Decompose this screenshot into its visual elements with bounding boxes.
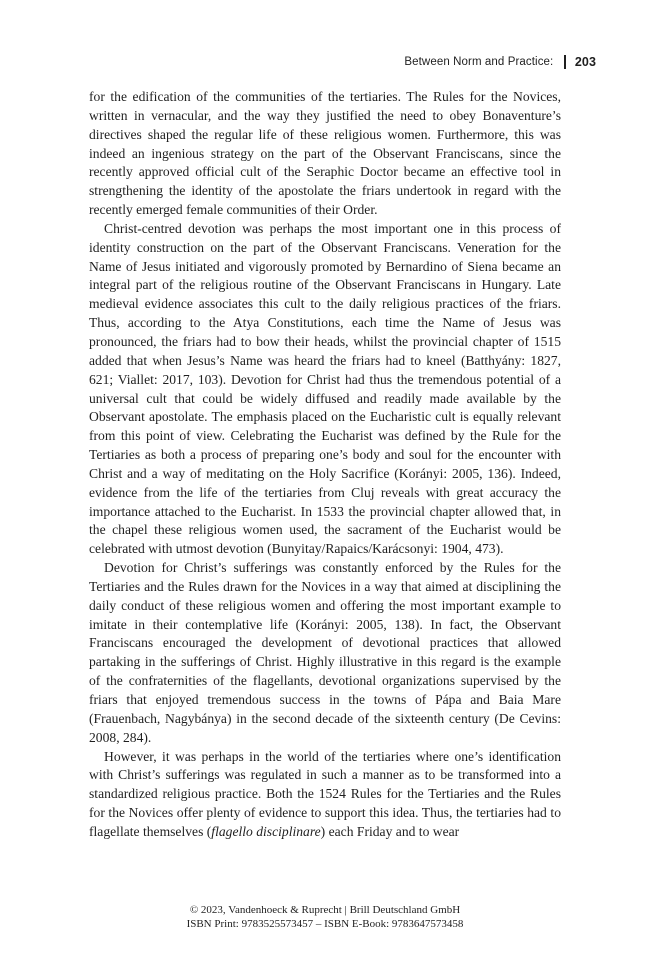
- paragraph-4-latin-term: flagello disciplinare: [211, 823, 321, 839]
- isbn-line: ISBN Print: 9783525573457 – ISBN E-Book: 9783647573458: [186, 918, 464, 930]
- running-title: Between Norm and Practice:: [404, 56, 554, 68]
- paragraph-1: for the edification of the communities of the tertiaries. The Rules for the Novices, written in vernacular, and the way they justified the need to obey Bonaventure’s directives shaped the regular life of these religious women. Furthermore, this was indeed an ingenious strategy on the part of the Observant Franciscans, since the recently approved official cult of the Seraphic Doctor became an effective tool in strengthening the identity of the apostolate the friars undertook in regard with the recently emerged female communities of their Order.: [89, 89, 561, 218]
- paragraph-4-text-start: However, it was perhaps in the world of the tertiaries where one’s identification with Christ’s sufferings was regulated in such a manner as to be transformed into a standardized religious practice. Both the 1524 Rules for the Tertiaries and the Rules for the Novices offer plenty of evidence to support this idea. Thus, the tertiaries had to flagellate themselves (: [89, 748, 561, 839]
- paragraph-4-text-end: ) each Friday and to wear: [320, 823, 460, 839]
- copyright-line: © 2023, Vandenhoeck & Ruprecht | Brill Deutschland GmbH: [189, 904, 461, 916]
- body-text: [89, 88, 561, 842]
- footer: [0, 903, 650, 931]
- paragraph-4: [89, 748, 561, 842]
- paragraph-3: Devotion for Christ’s sufferings was constantly enforced by the Rules for the Tertiaries and the Rules drawn for the Novices in a way that aimed at disciplining the daily conduct of these religious women and offering the most important example to imitate in their contemplative life (Korányi: 2005, 138). In fact, the Observant Franciscans encouraged the development of devotional practices that allowed partaking in the sufferings of Christ. Highly illustrative in this regard is the example of the confraternities of the flagellants, devotional organizations supervised by the friars that enjoyed tremendous success in the towns of Pápa and Baia Mare (Frauenbach, Nagybánya) in the second decade of the sixteenth century (De Cevins: 2008, 284).: [89, 560, 561, 745]
- running-head: [404, 55, 596, 69]
- paragraph-2: Christ-centred devotion was perhaps the most important one in this process of identity construction on the part of the Observant Franciscans. Veneration for the Name of Jesus initiated and vigorously promoted by Bernardino of Siena became an integral part of the religious routine of the Observant Franciscans in Hungary. Late medieval evidence associates this cult to the daily religious practices of the friars. Thus, according to the Atya Constitutions, each time the Name of Jesus was pronounced, the friars had to bow their heads, whilst the provincial chapter of 1515 added that when Jesus’s Name was heard the friars had to kneel (Batthyány: 1827, 621; Viallet: 2017, 103). Devotion for Christ had thus the tremendous potential of a universal cult that could be widely diffused and readily made available by the Observant apostolate. The emphasis placed on the Eucharistic cult is equally relevant from this point of view. Celebrating the Eucharist was defined by the Rule for the Tertiaries as both a process of preparing one’s body and soul for the encounter with Christ and a way of meditating on the Holy Sacrifice (Korányi: 2005, 136). Indeed, evidence from the life of the tertiaries from Cluj reveals with great accuracy the importance attached to the Eucharist. In 1533 the provincial chapter allowed that, in the chapel these religious women used, the sacrament of the Eucharist would be celebrated with utmost devotion (Bunyitay/Rapaics/Karácsonyi: 1904, 473).: [89, 220, 561, 557]
- header-separator: [564, 55, 566, 69]
- page-number: 203: [574, 55, 596, 69]
